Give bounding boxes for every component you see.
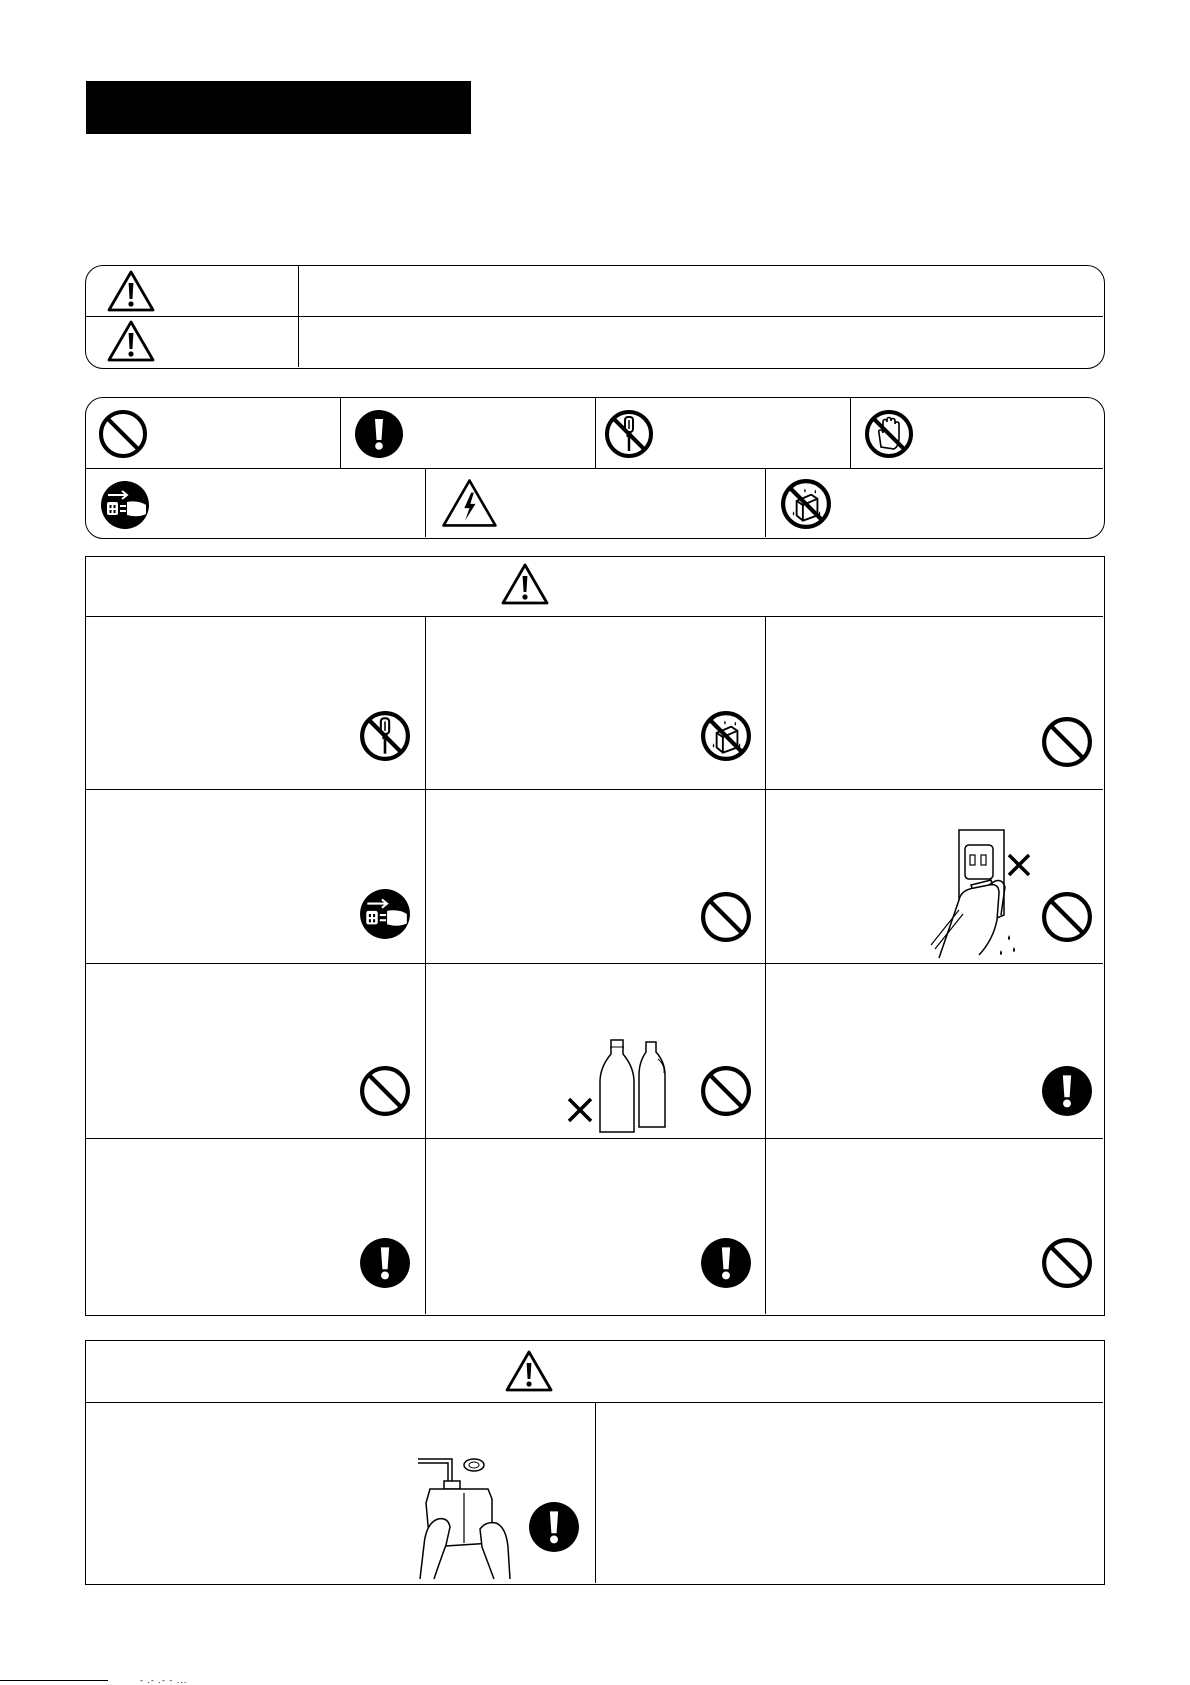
prohibited-icon: [1041, 1237, 1093, 1289]
mandatory-icon: [700, 1237, 752, 1289]
mandatory-icon: [354, 409, 404, 459]
warning-section: [85, 556, 1105, 1316]
keep-dry-icon: [700, 710, 752, 762]
unplug-icon: [359, 888, 411, 940]
do-not-touch-icon: [864, 409, 914, 459]
wet-hand-plug-illustration: [929, 825, 1039, 960]
prohibited-icon: [700, 1065, 752, 1117]
warning-triangle-icon: [106, 269, 156, 313]
symbol-legend: [85, 397, 1105, 539]
footer-rule: [0, 1680, 108, 1681]
mandatory-icon: [1041, 1065, 1093, 1117]
caution-triangle-icon: [106, 319, 156, 363]
warning-triangle-icon: [500, 562, 550, 606]
electric-shock-icon: [441, 477, 498, 529]
unplug-icon: [100, 480, 150, 530]
section-title-bar: [86, 81, 471, 134]
signal-word-table: [85, 265, 1105, 369]
prohibited-icon: [1041, 716, 1093, 768]
bottles-illustration: [564, 1037, 686, 1137]
water-tank-hands-illustration: [416, 1453, 516, 1581]
prohibited-icon: [98, 409, 148, 459]
keep-dry-icon: [780, 478, 832, 530]
caution-triangle-icon: [504, 1349, 554, 1393]
prohibited-icon: [359, 1065, 411, 1117]
do-not-disassemble-icon: [604, 409, 654, 459]
prohibited-icon: [1041, 891, 1093, 943]
do-not-disassemble-icon: [359, 710, 411, 762]
prohibited-icon: [700, 891, 752, 943]
footer-marks: - .- .- - ...: [140, 1676, 188, 1685]
mandatory-icon: [528, 1501, 580, 1553]
mandatory-icon: [359, 1237, 411, 1289]
caution-section: [85, 1340, 1105, 1585]
